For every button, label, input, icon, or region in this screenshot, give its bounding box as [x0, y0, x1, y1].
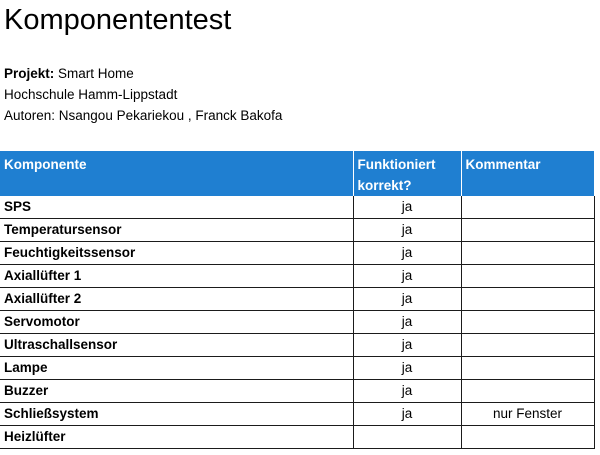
component-name: Feuchtigkeitssensor: [0, 242, 353, 265]
project-line: [4, 63, 282, 84]
page-title: Komponententest: [4, 4, 232, 36]
table-row: [0, 357, 594, 380]
works-correctly-value: [353, 426, 461, 449]
component-name: Axiallüfter 1: [0, 265, 353, 288]
table-row: [0, 334, 594, 357]
authors-line: Autoren: Nsangou Pekariekou , Franck Bakofa: [4, 108, 283, 123]
works-correctly-value: ja: [353, 242, 461, 265]
works-correctly-value: ja: [353, 334, 461, 357]
component-name: Servomotor: [0, 311, 353, 334]
comment-value: nur Fenster: [461, 403, 594, 426]
component-name: Temperatursensor: [0, 219, 353, 242]
works-correctly-value: ja: [353, 380, 461, 403]
component-test-table: [0, 151, 595, 449]
column-header-comment: Kommentar: [461, 151, 594, 196]
table-row: [0, 288, 594, 311]
project-label: Projekt:: [4, 66, 55, 81]
table-row: [0, 380, 594, 403]
column-header-works-correctly: Funktioniert korrekt?: [353, 151, 461, 196]
component-name: SPS: [0, 196, 353, 219]
table-row: [0, 403, 594, 426]
comment-value: [461, 242, 594, 265]
table-row: [0, 242, 594, 265]
works-correctly-value: ja: [353, 288, 461, 311]
component-name: Ultraschallsensor: [0, 334, 353, 357]
comment-value: [461, 380, 594, 403]
comment-value: [461, 196, 594, 219]
column-header-component: Komponente: [0, 151, 353, 196]
component-name: Lampe: [0, 357, 353, 380]
table-header-row: [0, 151, 594, 196]
comment-value: [461, 219, 594, 242]
comment-value: [461, 311, 594, 334]
works-correctly-value: ja: [353, 311, 461, 334]
table-row: [0, 219, 594, 242]
works-correctly-value: ja: [353, 265, 461, 288]
school-line: Hochschule Hamm-Lippstadt: [4, 87, 178, 102]
works-correctly-value: ja: [353, 403, 461, 426]
comment-value: [461, 265, 594, 288]
comment-value: [461, 288, 594, 311]
table-row: [0, 426, 594, 449]
project-value: Smart Home: [58, 66, 134, 81]
works-correctly-value: ja: [353, 219, 461, 242]
comment-value: [461, 426, 594, 449]
table-row: [0, 265, 594, 288]
component-name: Schließsystem: [0, 403, 353, 426]
comment-value: [461, 357, 594, 380]
table-row: [0, 196, 594, 219]
works-correctly-value: ja: [353, 357, 461, 380]
works-correctly-value: ja: [353, 196, 461, 219]
component-name: Axiallüfter 2: [0, 288, 353, 311]
comment-value: [461, 334, 594, 357]
document-meta: [4, 63, 282, 126]
component-name: Heizlüfter: [0, 426, 353, 449]
component-name: Buzzer: [0, 380, 353, 403]
table-row: [0, 311, 594, 334]
